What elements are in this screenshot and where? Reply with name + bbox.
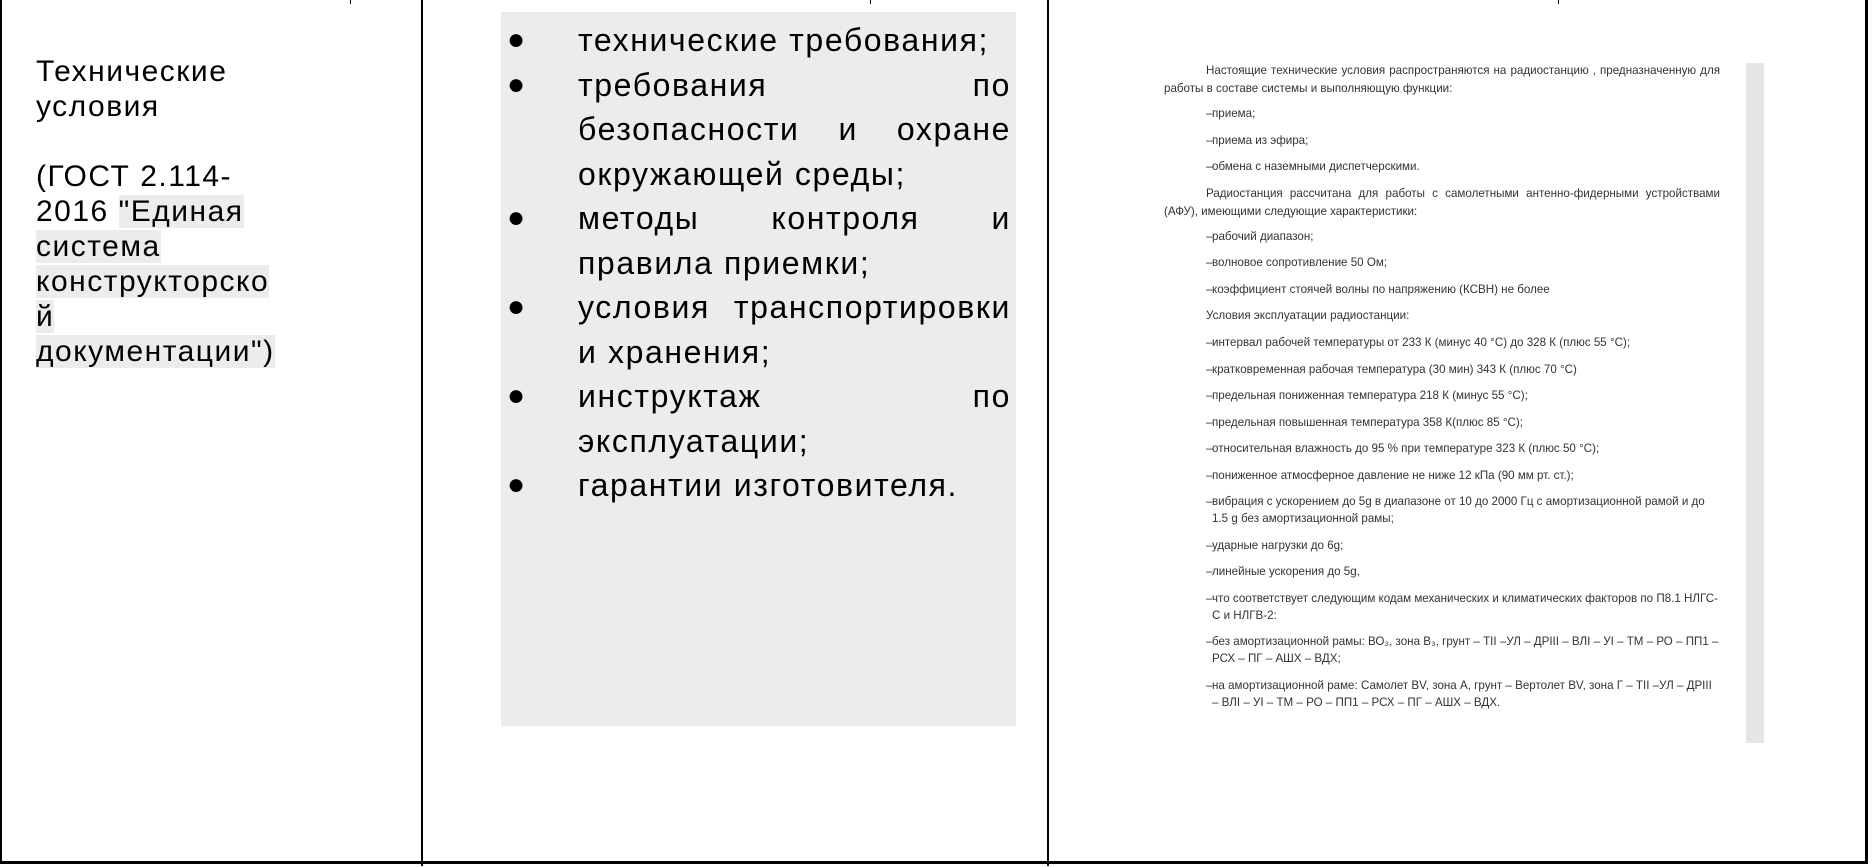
doc-list-item: – обмена с наземными диспетчерскими. <box>1206 160 1420 173</box>
doc-list-item: – волновое сопротивление 50 Ом; <box>1206 256 1388 269</box>
document-scroll-strip <box>1746 63 1764 743</box>
bullet-icon: ● <box>507 468 527 501</box>
cell-title-line: Технические <box>36 55 228 88</box>
doc-paragraph: Настоящие технические условия распространяются на радиостанцию , предназначенную для работы в составе системы и выполняющую функции: <box>1164 64 1720 95</box>
standard-name-highlight: конструкторско <box>36 265 270 298</box>
list-item: ● требования по безопасности и охране окружающей среды; <box>501 63 1011 197</box>
doc-list-item: – ударные нагрузки до 6g; <box>1206 538 1344 552</box>
doc-list-item: – линейные ускорения до 5g, <box>1206 565 1360 578</box>
top-tick <box>350 0 351 4</box>
standard-name-highlight: система <box>36 230 161 263</box>
doc-list-item: – вибрация с ускорением до 5g в диапазоне от 10 до 2000 Гц с амортизационной рамой и до 1.5 g без амортизационной рамы; <box>1206 495 1705 525</box>
list-item: ● гарантии изготовителя. <box>501 463 1011 508</box>
doc-paragraph: Радиостанция рассчитана для работы с самолетными антенно-фидерными устройствами (АФУ), имеющими следующие характеристики: <box>1164 186 1720 218</box>
doc-paragraph: Условия эксплуатации радиостанции: <box>1206 309 1410 322</box>
list-item: ● условия транспортировки и хранения; <box>501 285 1011 374</box>
doc-list-item: – без амортизационной рамы: ВО₃, зона В₃, грунт – ТII –УЛ – ДРIII – ВЛI – УI – ТМ – РО – ПП1 – РСХ – ПГ – АШХ – ВДХ; <box>1206 635 1719 665</box>
cell-title-line: условия <box>36 90 160 123</box>
doc-list-item: – интервал рабочей температуры от 233 К (минус 40 °С) до 328 К (плюс 55 °С); <box>1206 336 1631 349</box>
doc-list-item: – коэффициент стоячей волны по напряжению (КСВН) не более <box>1206 282 1550 296</box>
standard-year: 2016 <box>36 195 119 228</box>
doc-list-item: – относительная влажность до 95 % при температуре 323 К (плюс 50 °С); <box>1206 442 1600 455</box>
list-item: ● методы контроля и правила приемки; <box>501 196 1011 285</box>
standard-reference-line <box>36 194 386 229</box>
doc-list-item: – предельная повышенная температура 358 К(плюс 85 °С); <box>1206 415 1523 429</box>
doc-list-item: – приема; <box>1206 107 1256 120</box>
example-document-text <box>1164 62 1720 720</box>
standard-name-highlight: "Единая <box>118 195 244 228</box>
doc-list-item: – рабочий диапазон; <box>1206 229 1314 243</box>
column-divider-2 <box>1047 0 1049 866</box>
standard-name-highlight: й <box>36 300 55 333</box>
standard-reference-line: (ГОСТ 2.114- <box>36 160 233 193</box>
sections-list <box>501 18 1011 508</box>
bullet-icon: ● <box>507 290 527 323</box>
doc-list-item: – на амортизационной раме: Самолет BV, зона А, грунт – Вертолет BV, зона Г – ТII –УЛ – ДРIII – ВЛI – УI – ТМ – РО – ПП1 – РСХ – ПГ – АШХ – ВДХ. <box>1206 678 1712 709</box>
standard-name-highlight: документации") <box>36 335 275 368</box>
document-type-cell <box>36 54 386 369</box>
doc-list-item: – что соответствует следующим кодам механических и климатических факторов по П8.1 НЛГС-С и НЛГВ-2: <box>1206 591 1718 622</box>
bullet-icon: ● <box>507 379 527 412</box>
doc-list-item: – приема из эфира; <box>1206 133 1309 147</box>
bullet-icon: ● <box>507 67 527 101</box>
doc-list-item: – предельная пониженная температура 218 К (минус 55 °С); <box>1206 389 1528 402</box>
list-item: ● инструктаж по эксплуатации; <box>501 374 1011 463</box>
top-tick <box>870 0 871 4</box>
bullet-icon: ● <box>507 201 527 234</box>
doc-list-item: – пониженное атмосферное давление не ниже 12 кПа (90 мм рт. ст.); <box>1206 468 1574 482</box>
doc-list-item: – кратковременная рабочая температура (30 мин) 343 К (плюс 70 °С) <box>1206 362 1577 376</box>
top-tick <box>1558 0 1559 4</box>
list-item: ● технические требования; <box>501 18 1011 63</box>
column-divider-1 <box>421 0 423 866</box>
bullet-icon: ● <box>507 23 527 56</box>
